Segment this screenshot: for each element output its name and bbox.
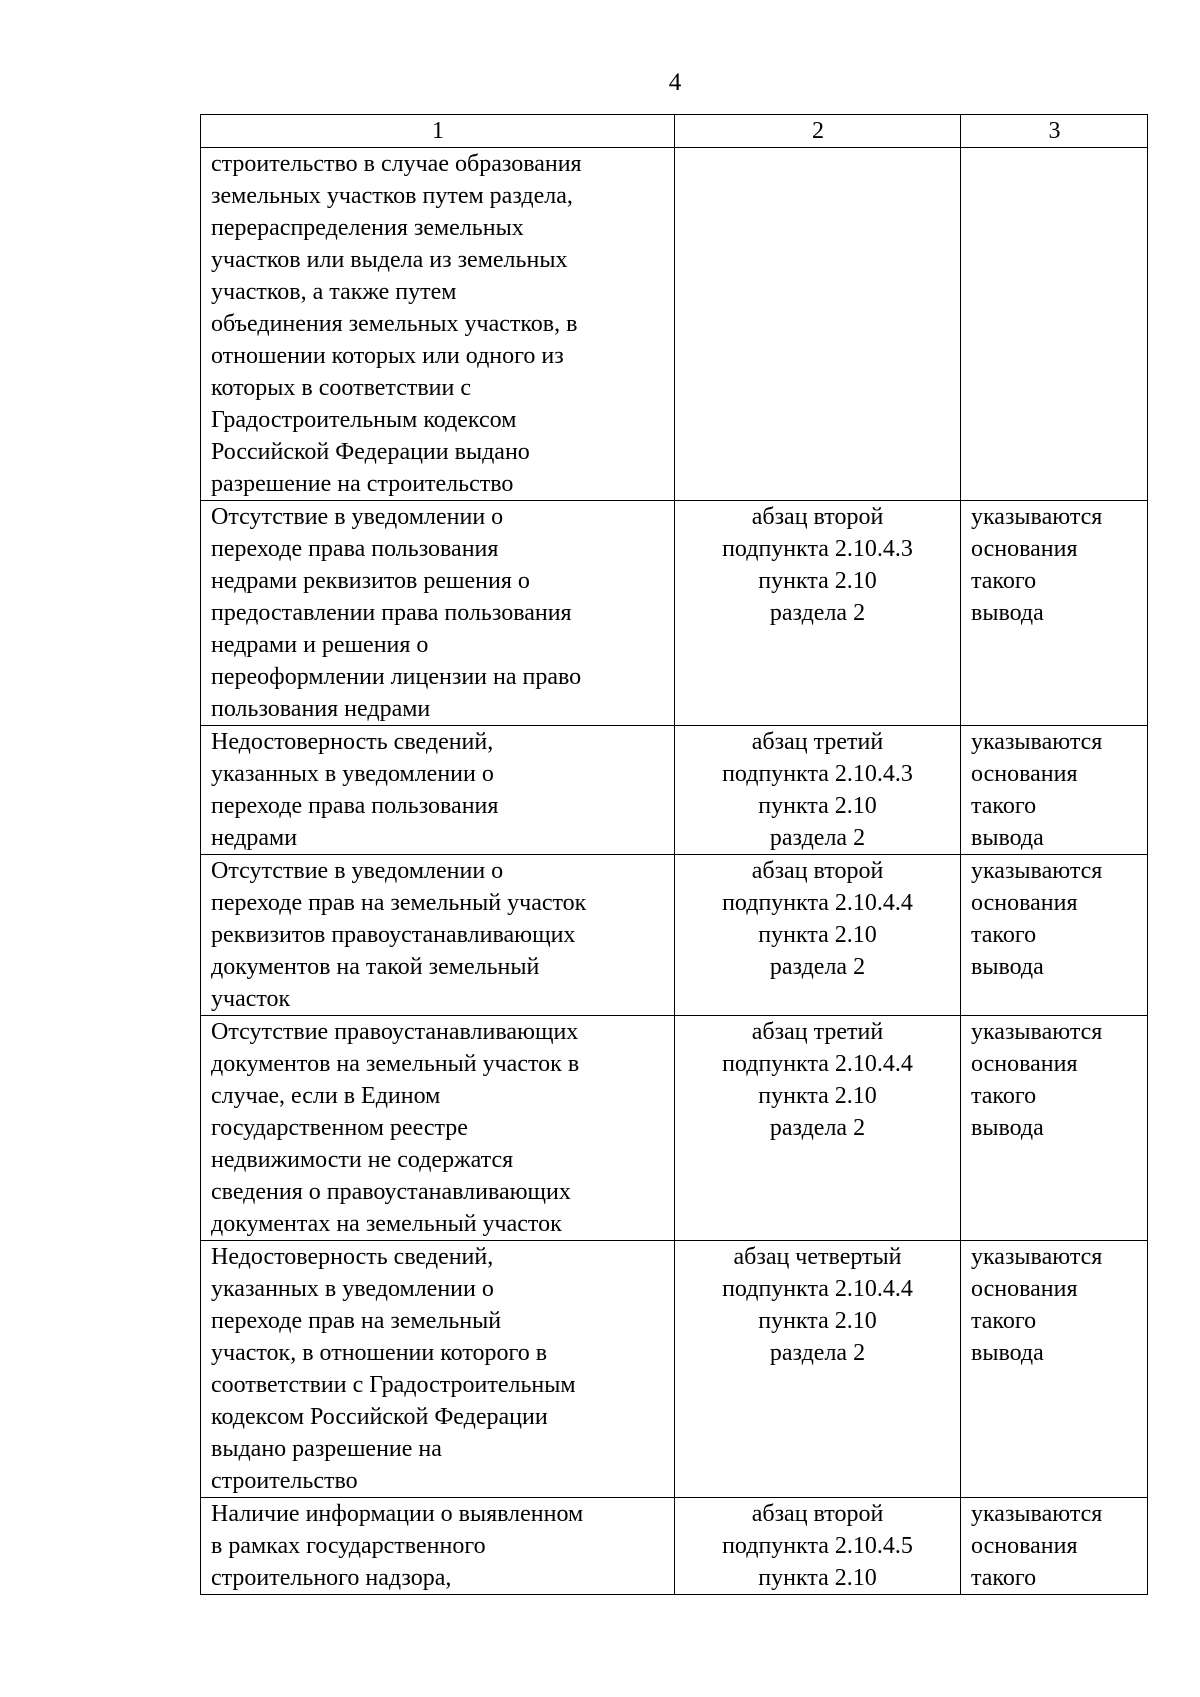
cell-text-line: которых в соответствии с <box>211 375 472 401</box>
cell-text-line: участков или выдела из земельных <box>211 247 568 273</box>
cell-text-line: Наличие информации о выявленном <box>211 1501 584 1527</box>
header-cell-2: 2 <box>675 115 961 148</box>
cell-text-line: переходе права пользования <box>211 536 499 562</box>
cell-text-line: такого <box>971 793 1037 819</box>
cell-text-line: пункта 2.10 <box>758 793 877 819</box>
cell-text-line: переходе прав на земельный <box>211 1308 502 1334</box>
cell-text-line: такого <box>971 1083 1037 1109</box>
table-row <box>201 1016 1148 1241</box>
cell-text-line: участок <box>211 986 291 1012</box>
cell-text-line: Недостоверность сведений, <box>211 729 494 755</box>
cell-text-line: соответствии с Градостроительным <box>211 1372 576 1398</box>
table-header-row <box>201 115 1148 148</box>
table-cell-col3 <box>961 1241 1148 1498</box>
table-row <box>201 855 1148 1016</box>
cell-text-line: вывода <box>971 600 1044 626</box>
cell-text-line: указываются <box>971 1244 1103 1270</box>
cell-text-line: переходе прав на земельный участок <box>211 890 587 916</box>
table-row <box>201 726 1148 855</box>
cell-text-line: такого <box>971 922 1037 948</box>
cell-text-line: основания <box>971 1533 1078 1559</box>
cell-text-line: выдано разрешение на <box>211 1436 442 1462</box>
cell-text-line: Недостоверность сведений, <box>211 1244 494 1270</box>
cell-text-line: Отсутствие в уведомлении о <box>211 504 504 530</box>
table-cell-col3 <box>961 148 1148 501</box>
cell-text-line: Отсутствие правоустанавливающих <box>211 1019 579 1045</box>
cell-text-line: указываются <box>971 1019 1103 1045</box>
cell-text-line: абзац второй <box>751 858 884 884</box>
table-cell-col3 <box>961 726 1148 855</box>
cell-text-line: абзац третий <box>751 1019 884 1045</box>
cell-text-line: вывода <box>971 954 1044 980</box>
table-cell-col3 <box>961 855 1148 1016</box>
cell-text-line: абзац четвертый <box>733 1244 902 1270</box>
table-cell-col3 <box>961 1498 1148 1595</box>
cell-text-line: разрешение на строительство <box>211 471 514 497</box>
cell-text-line: участков, а также путем <box>211 279 457 305</box>
cell-text-line: случае, если в Едином <box>211 1083 441 1109</box>
cell-text-line: пункта 2.10 <box>758 1565 877 1591</box>
header-cell-3: 3 <box>961 115 1148 148</box>
cell-text-line: недвижимости не содержатся <box>211 1147 514 1173</box>
cell-text-line: указываются <box>971 858 1103 884</box>
table-cell-col1 <box>201 726 675 855</box>
cell-text-line: раздела 2 <box>769 1340 866 1366</box>
cell-text-line: документов на такой земельный <box>211 954 540 980</box>
cell-text-line: пункта 2.10 <box>758 1083 877 1109</box>
cell-text-line: пункта 2.10 <box>758 922 877 948</box>
cell-text-line: вывода <box>971 1340 1044 1366</box>
table-cell-col1 <box>201 501 675 726</box>
cell-text-line: раздела 2 <box>769 600 866 626</box>
cell-text-line: такого <box>971 1565 1037 1591</box>
cell-text-line: подпункта 2.10.4.4 <box>722 1051 913 1077</box>
cell-text-line: основания <box>971 536 1078 562</box>
cell-text-line: такого <box>971 568 1037 594</box>
cell-text-line: недрами и решения о <box>211 632 429 658</box>
grounds-table <box>200 114 1148 1595</box>
cell-text-line: государственном реестре <box>211 1115 468 1141</box>
table-cell-col2 <box>675 1016 961 1241</box>
cell-text-line: недрами <box>211 825 298 851</box>
cell-text-line: предоставлении права пользования <box>211 600 572 626</box>
table-row <box>201 1498 1148 1595</box>
cell-text-line: подпункта 2.10.4.3 <box>722 761 913 787</box>
cell-text-line: абзац третий <box>751 729 884 755</box>
cell-text-line: вывода <box>971 1115 1044 1141</box>
cell-text-line: строительство <box>211 1468 358 1494</box>
cell-text-line: подпункта 2.10.4.4 <box>722 1276 913 1302</box>
cell-text-line: в рамках государственного <box>211 1533 486 1559</box>
table-cell-col1 <box>201 1241 675 1498</box>
cell-text-line: Градостроительным кодексом <box>211 407 517 433</box>
table-cell-col2 <box>675 501 961 726</box>
cell-text-line: указанных в уведомлении о <box>211 1276 494 1302</box>
cell-text-line: строительство в случае образования <box>211 151 582 177</box>
cell-text-line: пользования недрами <box>211 696 431 722</box>
cell-text-line: реквизитов правоустанавливающих <box>211 922 576 948</box>
cell-text-line: вывода <box>971 825 1044 851</box>
cell-text-line: основания <box>971 761 1078 787</box>
cell-text-line: основания <box>971 1051 1078 1077</box>
table-cell-col1 <box>201 148 675 501</box>
table-row <box>201 148 1148 501</box>
cell-text-line: раздела 2 <box>769 1115 866 1141</box>
table-cell-col1 <box>201 1016 675 1241</box>
cell-text-line: указываются <box>971 729 1103 755</box>
cell-text-line: основания <box>971 890 1078 916</box>
cell-text-line: сведения о правоустанавливающих <box>211 1179 571 1205</box>
cell-text-line: Отсутствие в уведомлении о <box>211 858 504 884</box>
table-cell-col1 <box>201 1498 675 1595</box>
cell-text-line: указанных в уведомлении о <box>211 761 494 787</box>
cell-text-line: кодексом Российской Федерации <box>211 1404 548 1430</box>
table-row <box>201 501 1148 726</box>
page-number: 4 <box>668 69 682 96</box>
cell-text-line: документов на земельный участок в <box>211 1051 580 1077</box>
cell-text-line: отношении которых или одного из <box>211 343 564 369</box>
cell-text-line: Российской Федерации выдано <box>211 439 530 465</box>
cell-text-line: подпункта 2.10.4.4 <box>722 890 913 916</box>
table-cell-col1 <box>201 855 675 1016</box>
cell-text-line: переходе права пользования <box>211 793 499 819</box>
table-cell-col2 <box>675 1498 961 1595</box>
cell-text-line: перераспределения земельных <box>211 215 524 241</box>
cell-text-line: пункта 2.10 <box>758 568 877 594</box>
cell-text-line: документах на земельный участок <box>211 1211 562 1237</box>
cell-text-line: объединения земельных участков, в <box>211 311 578 337</box>
cell-text-line: основания <box>971 1276 1078 1302</box>
cell-text-line: раздела 2 <box>769 954 866 980</box>
cell-text-line: абзац второй <box>751 1501 884 1527</box>
cell-text-line: указываются <box>971 504 1103 530</box>
table-cell-col2 <box>675 148 961 501</box>
header-cell-1: 1 <box>201 115 675 148</box>
cell-text-line: раздела 2 <box>769 825 866 851</box>
cell-text-line: абзац второй <box>751 504 884 530</box>
table-cell-col3 <box>961 1016 1148 1241</box>
cell-text-line: указываются <box>971 1501 1103 1527</box>
table-cell-col2 <box>675 726 961 855</box>
cell-text-line: пункта 2.10 <box>758 1308 877 1334</box>
cell-text-line: строительного надзора, <box>211 1565 452 1591</box>
cell-text-line: земельных участков путем раздела, <box>211 183 573 209</box>
cell-text-line: подпункта 2.10.4.5 <box>722 1533 913 1559</box>
cell-text-line: подпункта 2.10.4.3 <box>722 536 913 562</box>
table-cell-col2 <box>675 855 961 1016</box>
cell-text-line: такого <box>971 1308 1037 1334</box>
table-cell-col2 <box>675 1241 961 1498</box>
cell-text-line: недрами реквизитов решения о <box>211 568 530 594</box>
cell-text-line: переоформлении лицензии на право <box>211 664 582 690</box>
table-row <box>201 1241 1148 1498</box>
table-cell-col3 <box>961 501 1148 726</box>
cell-text-line: участок, в отношении которого в <box>211 1340 548 1366</box>
